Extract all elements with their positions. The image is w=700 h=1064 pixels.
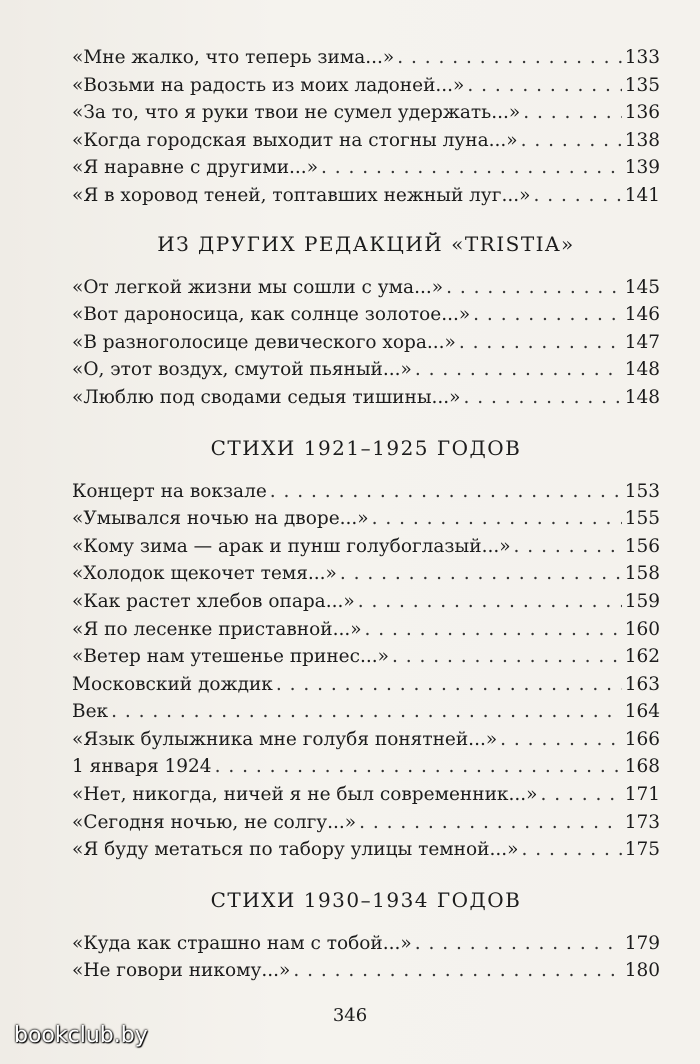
toc-entry-page: 175: [624, 839, 660, 861]
dot-leader: [358, 588, 622, 616]
dot-leader: [365, 616, 622, 644]
toc-entry-page: 153: [624, 480, 660, 502]
toc-entry-title: «Люблю под сводами седыя тишины...»: [72, 386, 461, 408]
toc-entry-page: 158: [624, 563, 660, 585]
toc-entry-page: 155: [624, 508, 660, 530]
toc-entry-title: «Умывался ночью на дворе...»: [72, 508, 369, 530]
toc-entry-title: Век: [72, 701, 109, 723]
dot-leader: [533, 182, 621, 210]
dot-leader: [521, 127, 622, 155]
toc-entry: [72, 384, 660, 412]
section-heading: ИЗ ДРУГИХ РЕДАКЦИЙ «TRISTIA»: [157, 231, 575, 256]
toc-entry-title: «Вот дароносица, как солнце золотое...»: [72, 304, 471, 326]
dot-leader: [514, 533, 622, 561]
toc-entry: [72, 127, 660, 155]
toc-entry: [72, 671, 660, 699]
section-heading: СТИХИ 1921–1925 ГОДОВ: [210, 435, 522, 460]
table-of-contents: [72, 44, 660, 985]
toc-entry-title: «В разноголосице девического хора...»: [72, 331, 456, 353]
dot-leader: [523, 99, 622, 127]
toc-entry: [72, 99, 660, 127]
toc-entry: [72, 698, 660, 726]
toc-entry: [72, 356, 660, 384]
toc-entry-page: 136: [624, 102, 660, 124]
toc-entry-title: «Кому зима — арак и пунш голубоглазый...»: [72, 535, 511, 557]
toc-entry-title: «Возьми на радость из моих ладоней...»: [72, 74, 465, 96]
toc-entry: [72, 478, 660, 506]
dot-leader: [459, 329, 622, 357]
dot-leader: [359, 809, 622, 837]
toc-entry-title: «Я по лесенке приставной...»: [72, 618, 362, 640]
dot-leader: [276, 671, 622, 699]
toc-entry: [72, 560, 660, 588]
toc-entry: [72, 533, 660, 561]
dot-leader: [464, 384, 622, 412]
toc-entry-title: «Язык булыжника мне голубя понятней...»: [72, 728, 498, 750]
toc-entry: [72, 154, 660, 182]
dot-leader: [215, 753, 622, 781]
toc-entry-title: «О, этот воздух, смутой пьяный...»: [72, 359, 412, 381]
toc-entry: [72, 809, 660, 837]
toc-entry-title: «Куда как страшно нам с тобой...»: [72, 932, 412, 954]
toc-entry-page: 173: [624, 811, 660, 833]
toc-entry-title: «Я наравне с другими...»: [72, 157, 319, 179]
toc-entry-title: «От легкой жизни мы сошли с ума...»: [72, 276, 444, 298]
toc-entry-title: «Как растет хлебов опара...»: [72, 590, 355, 612]
toc-entry-page: 156: [624, 535, 660, 557]
toc-entry-page: 171: [624, 784, 660, 806]
toc-entry-page: 180: [624, 960, 660, 982]
page-number: 346: [332, 1005, 368, 1026]
toc-entry-page: 179: [624, 932, 660, 954]
toc-entry-page: 163: [624, 673, 660, 695]
toc-entry-page: 139: [624, 157, 660, 179]
dot-leader: [500, 726, 622, 754]
toc-entry-page: 168: [624, 756, 660, 778]
toc-entry-title: Концерт на вокзале: [72, 480, 267, 502]
toc-entry-page: 164: [624, 701, 660, 723]
toc-entry-page: 148: [624, 386, 660, 408]
toc-entry-page: 147: [624, 331, 660, 353]
toc-entry: [72, 643, 660, 671]
dot-leader: [540, 781, 621, 809]
toc-entry-page: 166: [624, 728, 660, 750]
dot-leader: [321, 154, 622, 182]
toc-entry-page: 159: [624, 590, 660, 612]
toc-entry-page: 145: [624, 276, 660, 298]
dot-leader: [415, 356, 622, 384]
toc-entry-title: «За то, что я руки твои не сумел удержать...»: [72, 102, 521, 124]
toc-entry: [72, 274, 660, 302]
toc-entry: [72, 505, 660, 533]
toc-entry-title: «Холодок щекочет темя...»: [72, 563, 337, 585]
dot-leader: [446, 274, 622, 302]
dot-leader: [270, 478, 622, 506]
toc-entry: [72, 753, 660, 781]
dot-leader: [293, 957, 621, 985]
toc-entry-title: «Не говори никому...»: [72, 960, 291, 982]
toc-entry-page: 148: [624, 359, 660, 381]
dot-leader: [467, 72, 621, 100]
toc-entry-page: 162: [624, 646, 660, 668]
toc-entry-title: «Я буду метаться по табору улицы темной...»: [72, 839, 519, 861]
dot-leader: [372, 505, 622, 533]
toc-entry-page: 133: [624, 47, 660, 68]
toc-entry: [72, 182, 660, 210]
toc-entry: [72, 588, 660, 616]
toc-entry-title: «Когда городская выходит на стогны луна...»: [72, 129, 518, 151]
toc-entry-title: «Нет, никогда, ничей я не был современник...»: [72, 784, 538, 806]
toc-entry: [72, 836, 660, 864]
toc-entry-title: «Мне жалко, что теперь зима...»: [72, 47, 395, 68]
toc-entry-page: 160: [624, 618, 660, 640]
toc-entry: [72, 957, 660, 985]
toc-entry-page: 138: [624, 129, 660, 151]
section-heading: СТИХИ 1930–1934 ГОДОВ: [210, 887, 522, 912]
toc-entry: [72, 301, 660, 329]
toc-entry-page: 146: [624, 304, 660, 326]
dot-leader: [111, 698, 622, 726]
toc-entry-page: 141: [624, 184, 660, 206]
toc-entry: [72, 329, 660, 357]
watermark: bookclub.by: [14, 1023, 148, 1048]
dot-leader: [415, 930, 622, 958]
toc-entry: [72, 726, 660, 754]
dot-leader: [521, 836, 621, 864]
toc-entry: [72, 72, 660, 100]
toc-entry-title: Московский дождик: [72, 673, 273, 695]
toc-entry: [72, 930, 660, 958]
toc-entry-title: «Я в хоровод теней, топтавших нежный луг...»: [72, 184, 531, 206]
dot-leader: [340, 560, 622, 588]
dot-leader: [392, 643, 622, 671]
toc-entry-title: «Сегодня ночью, не солгу...»: [72, 811, 357, 833]
dot-leader: [397, 44, 621, 72]
dot-leader: [473, 301, 622, 329]
toc-entry: [72, 781, 660, 809]
toc-entry: [72, 616, 660, 644]
toc-entry: [72, 44, 660, 72]
toc-entry-title: 1 января 1924: [72, 756, 212, 778]
toc-entry-page: 135: [624, 74, 660, 96]
toc-entry-title: «Ветер нам утешенье принес...»: [72, 646, 389, 668]
